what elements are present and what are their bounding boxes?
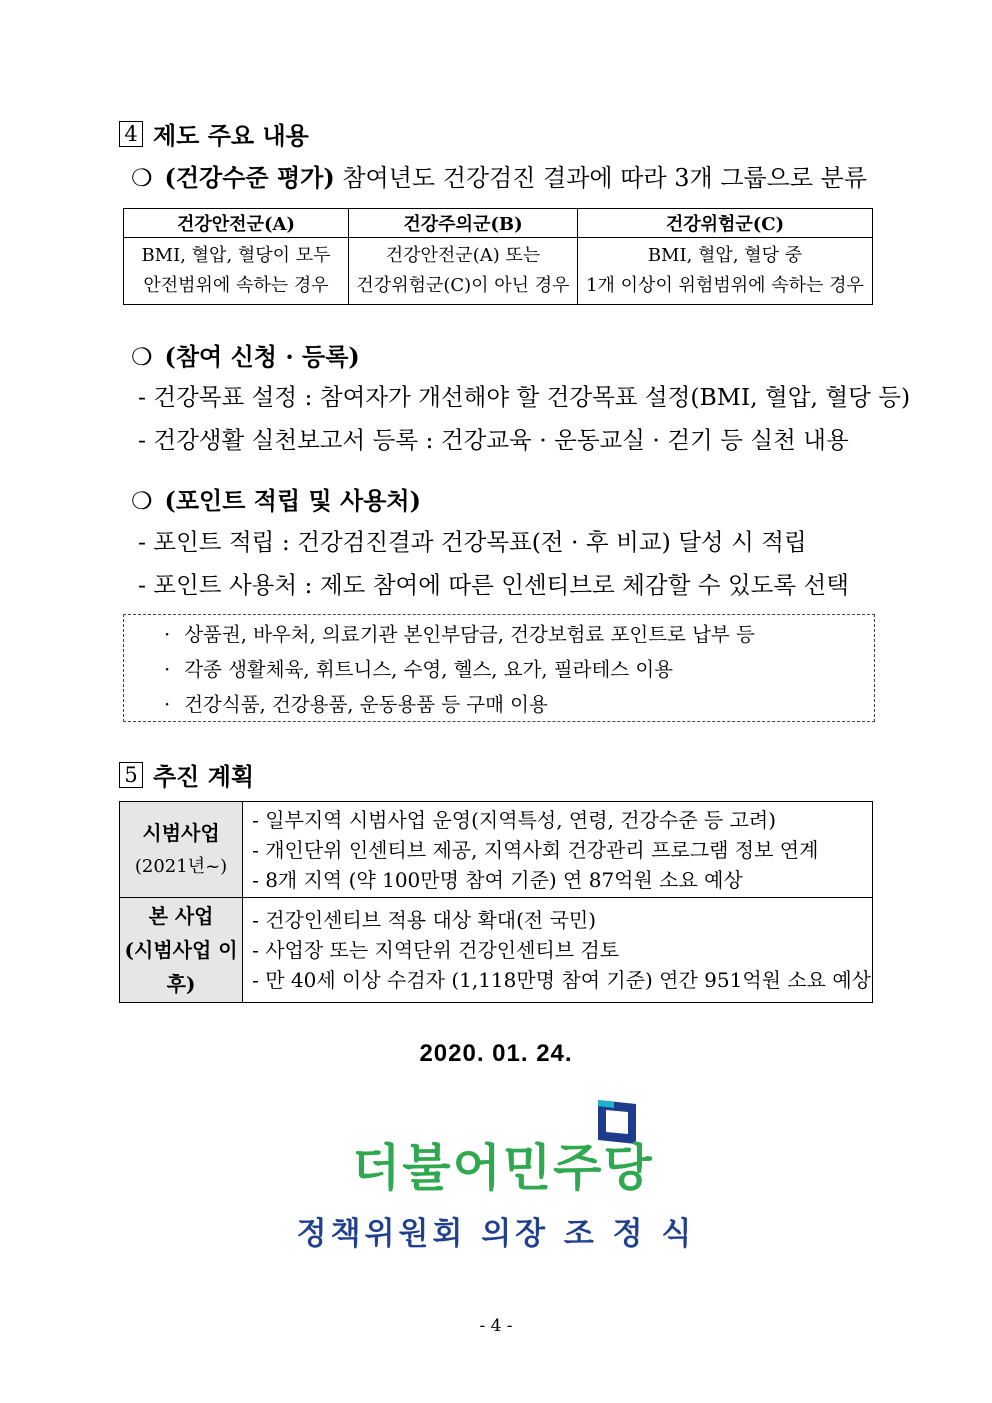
dot-bullet: · (164, 623, 171, 646)
table-cell (124, 238, 349, 305)
plan-table (119, 801, 873, 1003)
table-row (120, 802, 873, 898)
table-cell (349, 238, 578, 305)
cell-line: BMI, 혈압, 혈당이 모두 (141, 245, 331, 266)
row-line: - 8개 지역 (약 100만명 참여 기준) 연 87억원 소요 예상 (252, 867, 743, 892)
circle-bullet-icon: ❍ (131, 164, 153, 192)
item-label: (참여 신청 · 등록) (164, 342, 360, 371)
row-line: - 일부지역 시범사업 운영(지역특성, 연령, 건강수준 등 고려) (252, 807, 777, 832)
dash-line: - 건강생활 실천보고서 등록 : 건강교육 · 운동교실 · 걷기 등 실천 내용 (138, 426, 849, 454)
cell-line: 건강안전군(A) 또는 (385, 245, 541, 266)
row-label-sub: (시범사업 이후) (124, 938, 238, 996)
box-item-text: 건강식품, 건강용품, 운동용품 등 구매 이용 (184, 693, 548, 716)
section-number-box: 4 (119, 121, 143, 147)
circle-bullet-icon: ❍ (131, 487, 153, 515)
row-label (120, 802, 243, 898)
box-item (164, 654, 673, 682)
row-label (120, 898, 243, 1003)
table-cell (578, 238, 873, 305)
row-label-title: 본 사업 (148, 904, 214, 928)
table-header: 건강위험군(C) (578, 209, 873, 238)
dot-bullet: · (164, 658, 171, 681)
dash-line: - 포인트 적립 : 건강검진결과 건강목표(전 · 후 비교) 달성 시 적립 (138, 528, 807, 556)
box-item (164, 619, 755, 647)
row-line: - 만 40세 이상 수검자 (1,118만명 참여 기준) 연간 951억원 소요 예상 (252, 968, 871, 992)
item-label: (건강수준 평가) (164, 163, 335, 192)
box-item-text: 각종 생활체육, 휘트니스, 수영, 헬스, 요가, 필라테스 이용 (184, 658, 673, 681)
cell-line: 1개 이상이 위험범위에 속하는 경우 (586, 275, 864, 296)
section-title: 제도 주요 내용 (153, 121, 309, 150)
section-title: 추진 계획 (153, 762, 255, 791)
item-text: 참여년도 건강검진 결과에 따라 3개 그룹으로 분류 (342, 164, 868, 192)
table-row (120, 898, 873, 1003)
row-line: - 건강인센티브 적용 대상 확대(전 국민) (252, 908, 597, 932)
signature: 정책위원회 의장 조 정 식 (296, 1216, 696, 1252)
table-header: 건강안전군(A) (124, 209, 349, 238)
section-5-heading (119, 757, 254, 792)
dot-bullet: · (164, 693, 171, 716)
dash-line: - 포인트 사용처 : 제도 참여에 따른 인센티브로 체감할 수 있도록 선택 (138, 571, 849, 599)
row-content (243, 898, 873, 1003)
group-table (123, 208, 873, 305)
row-label-sub: (2021년~) (134, 855, 228, 877)
document-date: 2020. 01. 24. (419, 1040, 573, 1067)
table-header: 건강주의군(B) (349, 209, 578, 238)
section-4-heading (119, 116, 309, 151)
apply-item (131, 337, 360, 372)
box-item (164, 689, 548, 717)
page-number: - 4 - (479, 1316, 513, 1336)
table-row (124, 238, 873, 305)
party-logo-text: 더불어민주당 (352, 1139, 654, 1197)
cell-line: BMI, 혈압, 혈당 중 (647, 245, 803, 266)
points-item (131, 481, 421, 516)
box-item-text: 상품권, 바우처, 의료기관 본인부담금, 건강보험료 포인트로 납부 등 (184, 623, 755, 646)
section-number-box: 5 (119, 762, 143, 788)
circle-bullet-icon: ❍ (131, 343, 153, 371)
item-label: (포인트 적립 및 사용처) (164, 486, 421, 515)
health-level-item (131, 158, 867, 193)
row-label-title: 시범사업 (142, 820, 220, 845)
cell-line: 건강위험군(C)이 아닌 경우 (356, 275, 570, 296)
dash-line: - 건강목표 설정 : 참여자가 개선해야 할 건강목표 설정(BMI, 혈압, 혈당 등) (138, 383, 911, 411)
table-header-row (124, 209, 873, 238)
row-content (243, 802, 873, 898)
usage-box (123, 614, 875, 722)
row-line: - 개인단위 인센티브 제공, 지역사회 건강관리 프로그램 정보 연계 (252, 837, 819, 862)
row-line: - 사업장 또는 지역단위 건강인센티브 검토 (252, 938, 620, 962)
cell-line: 안전범위에 속하는 경우 (143, 275, 329, 296)
